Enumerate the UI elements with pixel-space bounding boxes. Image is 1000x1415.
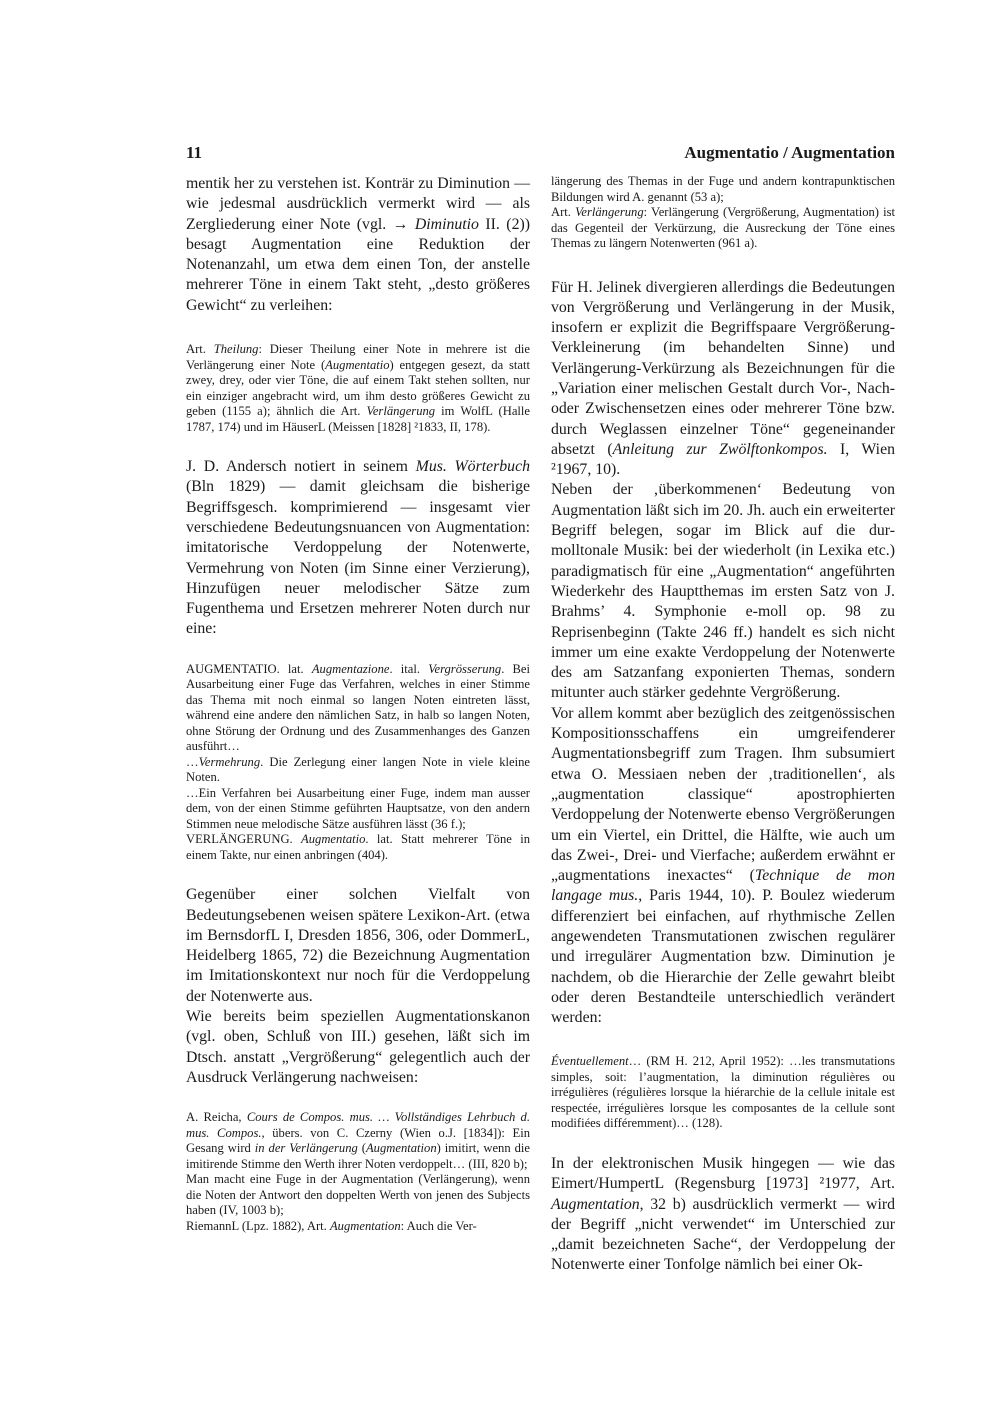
paragraph: J. D. Andersch notiert in seinem Mus. Wörterbuch (Bln 1829) — damit gleichsam die bisherige Begriffsgesch. komprimierend — insgesamt vier verschiedene Bedeutungsnuancen von Augmentation: imitatorische Verdoppelung der Notenwerte, Vermehrung von Noten (im Sinne einer Verzierung), Hinzufügen neuer melodischer Sätze zum Fugenthema und Ersetzen mehrerer Noten durch nur eine:	[186, 458, 530, 638]
quotation: Éventuellement… (RM H. 212, April 1952): …les transmutations simples, soit: l’augmentation, la diminution régulières ou irrégulières (régulières lorsque la hiérarchie de la cellule initale est respectée, irrégulières lorsque les composantes de la cellule sont modifiées différemment)… (128).	[551, 1054, 895, 1131]
paragraph: Für H. Jelinek divergieren allerdings die Bedeutungen von Vergrößerung und Verlängerung in der Musik, insofern er explizit die Begriffspaare Vergrößerung-Verkleinerung (im behandelten Sinne) und Verlängerung-Verkürzung als Bezeichnungen für die „Variation einer melischen Gestalt durch Vor-, Nach- oder Zwischensetzen eines oder mehrerer Töne bzw. durch Weglassen einzelner Töne“ gegeneinander absetzt (Anleitung zur Zwölftonkompos. I, Wien ²1967, 10).	[551, 278, 895, 479]
left-column	[186, 174, 530, 1234]
quotation: Man macht eine Fuge in der Augmentation (Verlängerung), wenn die Noten der Antwort den doppelten Werth von jenen des Subjects haben (IV, 1003 b);	[186, 1172, 530, 1218]
quotation: Art. Verlängerung: Verlängerung (Vergrößerung, Augmentation) ist das Gegenteil der Verkürzung, die Ausreckung der Töne eines Themas zu längern Notenwerten (961 a).	[551, 205, 895, 250]
quotation: …Ein Verfahren bei Ausarbeitung einer Fuge, indem man ausser dem, von der einen Stimme geführten Hauptsatze, von den andern Stimmen neue melodische Sätze ausführen lässt (36 f.);	[186, 785, 530, 831]
running-title: Augmentatio / Augmentation	[684, 143, 895, 162]
quotation: VERLÄNGERUNG. Augmentatio. lat. Statt mehrerer Töne in einem Takte, nur einen anbringen (404).	[186, 832, 531, 862]
paragraph: Vor allem kommt aber bezüglich des zeitgenössischen Kompositionsschaffens ein umgreifenderer Augmentationsbegriff zum Tragen. Ihm subsumiert etwa O. Messiaen neben der ‚traditionellen‘, als „augmentation classique“ apostrophierten Verdoppelung der Notenwerte ebenso Vergrößerungen um ein Viertel, ein Drittel, die Hälfte, wie auch um das Zwei-, Drei- und Vierfache; außerdem erwähnt er „augmentations inexactes“ (Technique de mon langage mus., Paris 1944, 10). P. Boulez wiederum differenziert bei einfachen, auf rhythmische Zellen angewendeten Transmutationen zwischen regulärer und irregulärer Augmentation bzw. Diminution je nachdem, ob die Hierarchie der Zelle gewahrt bleibt oder deren Bestandteile unterschiedlich verändert werden:	[551, 704, 895, 1027]
right-column	[551, 174, 895, 1276]
paragraph: In der elektronischen Musik hingegen — wie das Eimert/HumpertL (Regensburg [1973] ²1977, Art. Augmentation, 32 b) ausdrücklich vermerkt — wird der Begriff „nicht verwendet“ im Unterschied zur „damit bezeichneten Sache“, der Verdoppelung der Notenwerte einer Tonfolge nämlich bei einer Ok-	[551, 1154, 895, 1274]
paragraph: Gegenüber einer solchen Vielfalt von Bedeutungsebenen weisen spätere Lexikon-Art. (etwa im BernsdorfL I, Dresden 1856, 306, oder DommerL, Heidelberg 1865, 72) die Bezeichnung Augmentation im Imitationskontext nur noch für die Verdoppelung der Notenwerte aus.	[186, 886, 530, 1005]
paragraph: Neben der ‚überkommenen‘ Bedeutung von Augmentation läßt sich im 20. Jh. auch ein erweiterter Begriff belegen, sogar im Blick auf die dur-molltonale Musik: bei der wiederholt (in Lexika etc.) paradigmatisch für eine „Augmentation“ angeführten Wiederkehr des Hauptthemas im ersten Satz von J. Brahms’ 4. Symphonie e-moll op. 98 zu Reprisenbeginn (Takte 246 ff.) handelt es sich nicht immer um eine exakte Verdoppelung der Notenwerte des am Satzanfang exponierten Themas, sondern mitunter auch stärker gedehnte Vergrößerung.	[551, 481, 895, 702]
quotation: RiemannL (Lpz. 1882), Art. Augmentation: Auch die Ver-	[186, 1218, 477, 1233]
quotation: A. Reicha, Cours de Compos. mus. … Vollständiges Lehrbuch d. mus. Compos., übers. von C. Czerny (Wien o.J. [1834]): Ein Gesang wird in der Verlängerung (Augmentation) imitirt, wenn die imitirende Stimme den Werth ihrer Noten verdoppelt… (III, 820 b);	[186, 1110, 531, 1171]
paragraph: mentik her zu verstehen ist. Konträr zu Diminution — wie jedesmal ausdrücklich vermerkt wird — als Zergliederung einer Note (vgl. → Diminutio II. (2)) besagt Augmentation eine Reduktion der Notenanzahl, um etwa dem einen Ton, der anstelle mehrerer Töne in einem Takt steht, „desto größeres Gewicht“ zu verleihen:	[186, 175, 530, 314]
quotation: längerung des Themas in der Fuge und andern kontrapunktischen Bildungen wird A. genannt (53 a);	[551, 174, 895, 204]
page-number: 11	[186, 143, 203, 162]
quotation: Art. Theilung: Dieser Theilung einer Note in mehrere ist die Verlängerung einer Note (Augmentatio) entgegen gesezt, da statt zwey, drey, oder vier Töne, die auf einem Takt stehen sollten, nur ein einziger angebracht wird, um ihm desto größeres Gewicht zu geben (1155 a); ähnlich die Art. Verlängerung im WolfL (Halle 1787, 174) und im HäuserL (Meissen [1828] ²1833, II, 178).	[186, 342, 530, 434]
paragraph: Wie bereits beim speziellen Augmentationskanon (vgl. oben, Schluß von III.) gesehen, läßt sich im Dtsch. anstatt „Vergrößerung“ gelegentlich auch der Ausdruck Verlängerung nachweisen:	[186, 1008, 530, 1086]
quotation: AUGMENTATIO. lat. Augmentazione. ital. Vergrösserung. Bei Ausarbeitung einer Fuge das Verfahren, welches in einer Stimme das Thema mit noch einmal so langen Noten eintreten lässt, während eine andere den nämlichen Satz, in halb so langen Noten, ohne Störung der Ordnung und des Zusammenhanges des Ganzen ausführt…	[186, 661, 530, 754]
quotation: …Vermehrung. Die Zerlegung einer langen Note in viele kleine Noten.	[186, 754, 530, 785]
